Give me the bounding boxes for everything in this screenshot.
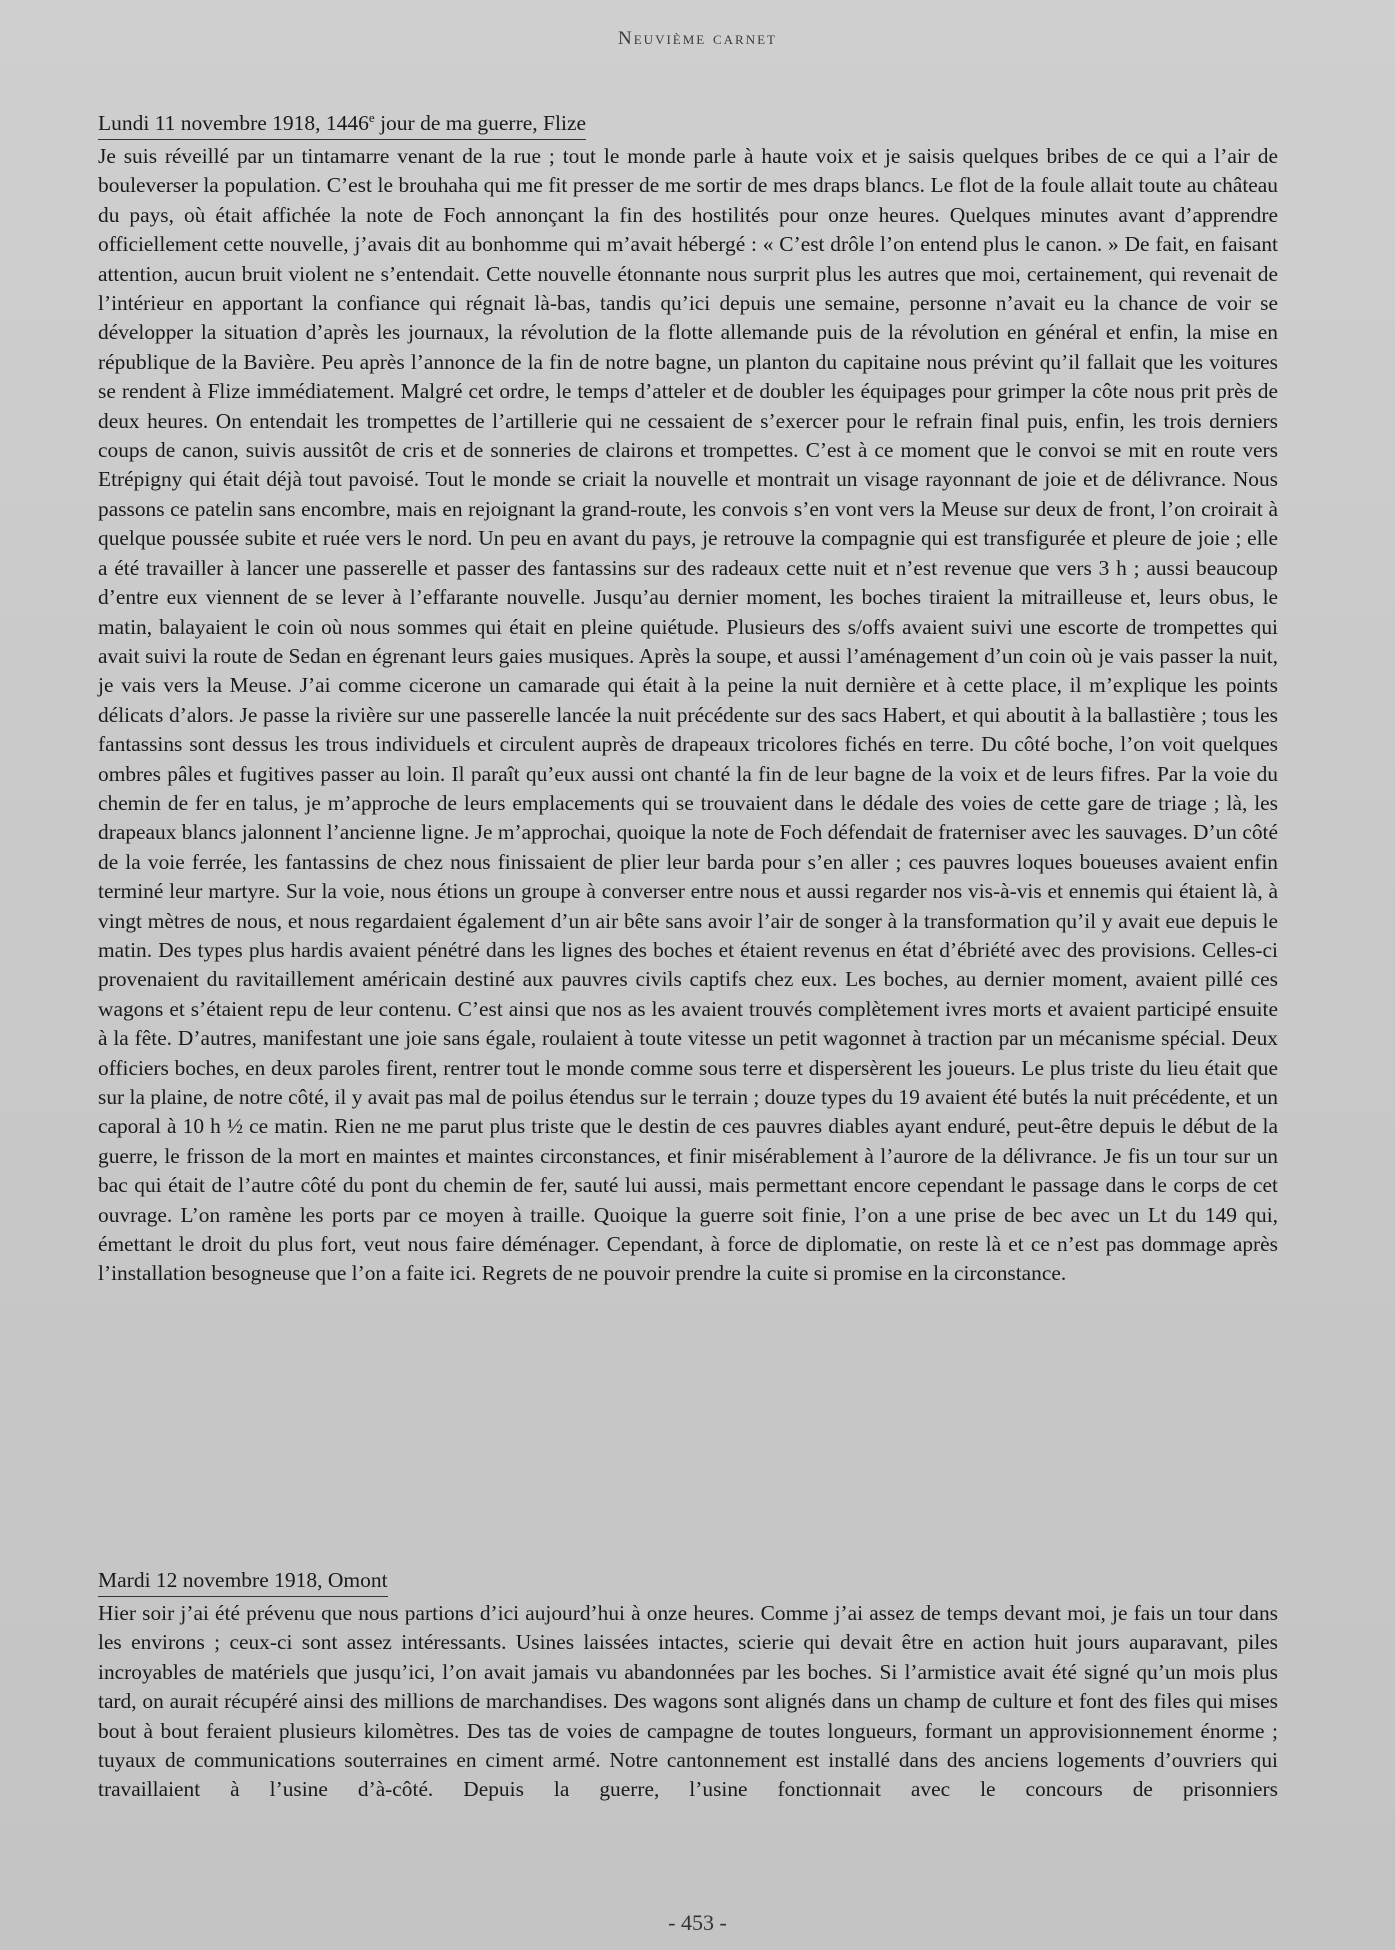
diary-entry: [98, 1565, 1278, 1805]
entry-body: Hier soir j’ai été prévenu que nous partions d’ici aujourd’hui à onze heures. Comme j’ai assez de temps devant moi, je fais un tour dans les environs ; ceux-ci sont assez intéressants. Usines laissées intactes, scierie qui devait être en action huit jours auparavant, piles incroyables de matériels que jusqu’ici, l’on avait jamais vu abandonnées par les boches. Si l’armistice avait été signé qu’un mois plus tard, on aurait récupéré ainsi des millions de marchandises. Des wagons sont alignés dans un champ de culture et font des files qui mises bout à bout feraient plusieurs kilomètres. Des tas de voies de campagne de toutes longueurs, formant un approvisionnement énorme ; tuyaux de communications souterraines en ciment armé. Notre cantonnement est installé dans des anciens logements d’ouvriers qui travaillaient à l’usine d’à-côté. Depuis la guerre, l’usine fonctionnait avec le concours de prisonniers: [98, 1601, 1278, 1802]
page-number: - 453 -: [668, 1910, 727, 1935]
entry-heading: [98, 1565, 388, 1597]
ordinal-suffix: e: [368, 109, 375, 125]
entry-heading: [98, 108, 586, 140]
running-head: Neuvième carnet: [618, 28, 777, 49]
entry-body: Je suis réveillé par un tintamarre venant de la rue ; tout le monde parle à haute voix et je saisis quelques bribes de ce qui a l’air de bouleverser la population. C’est le brouhaha qui me fit presser de me sortir de mes draps blancs. Le flot de la foule allait toute au château du pays, où était affichée la note de Foch annonçant la fin des hostilités pour onze heures. Quelques minutes avant d’apprendre officiellement cette nouvelle, j’avais dit au bonhomme qui m’avait hébergé : « C’est drôle l’on entend plus le canon. » De fait, en faisant attention, aucun bruit violent ne s’entendait. Cette nouvelle étonnante nous surprit plus les autres que moi, certainement, qui revenait de l’intérieur en apportant la confiance qui régnait là-bas, tandis qu’ici depuis une semaine, personne n’avait eu la chance de voir se développer la situation d’après les journaux, la révolution de la flotte allemande puis de la révolution en général et enfin, la mise en république de la Bavière. Peu après l’annonce de la fin de notre bagne, un planton du capitaine nous prévint qu’il fallait que les voitures se rendent à Flize immédiatement. Malgré cet ordre, le temps d’atteler et de doubler les équipages pour grimper la côte nous prit près de deux heures. On entendait les trompettes de l’artillerie qui ne cessaient de s’exercer pour le refrain final puis, enfin, les trois derniers coups de canon, suivis aussitôt de cris et de sonneries de clairons et trompettes. C’est à ce moment que le convoi se mit en route vers Etrépigny qui était déjà tout pavoisé. Tout le monde se criait la nouvelle et montrait un visage rayonnant de joie et de délivrance. Nous passons ce patelin sans encombre, mais en rejoignant la grand-route, les convois s’en vont vers la Meuse sur deux de front, l’on croirait à quelque poussée subite et ruée vers le nord. Un peu en avant du pays, je retrouve la compagnie qui est transfigurée et pleure de joie ; elle a été travailler à lancer une passerelle et passer des fantassins sur des radeaux cette nuit et n’est revenue que vers 3 h ; aussi beaucoup d’entre eux viennent de se lever à l’effarante nouvelle. Jusqu’au dernier moment, les boches tiraient la mitrailleuse et, leurs obus, le matin, balayaient le coin où nous sommes qui était en pleine quiétude. Plusieurs des s/offs avaient suivi une escorte de trompettes qui avait suivi la route de Sedan en égrenant leurs gaies musiques. Après la soupe, et aussi l’aménagement d’un coin où je vais passer la nuit, je vais vers la Meuse. J’ai comme cicerone un camarade qui était à la peine la nuit dernière et à cette place, il m’explique les points délicats d’alors. Je passe la rivière sur une passerelle lancée la nuit précédente sur des sacs Habert, et qui aboutit à la ballastière ; tous les fantassins sont dessus les trous individuels et circulent auprès de drapeaux tricolores fichés en terre. Du côté boche, l’on voit quelques ombres pâles et fugitives passer au loin. Il paraît qu’eux aussi ont chanté la fin de leur bagne de la voix et de leurs fifres. Par la voie du chemin de fer en talus, je m’approche de leurs emplacements qui se trouvaient dans le dédale des voies de cette gare de triage ; là, les drapeaux blancs jalonnent l’ancienne ligne. Je m’approchai, quoique la note de Foch défendait de fraterniser avec les sauvages. D’un côté de la voie ferrée, les fantassins de chez nous finissaient de plier leur barda pour s’en aller ; ces pauvres loques boueuses avaient enfin terminé leur martyre. Sur la voie, nous étions un groupe à converser entre nous et aussi regarder nos vis-à-vis et ennemis qui étaient là, à vingt mètres de nous, et nous regardaient également d’un air bête sans avoir l’air de songer à la transformation qu’il y avait eue depuis le matin. Des types plus hardis avaient pénétré dans les lignes des boches et étaient revenus en état d’ébriété avec des provisions. Celles-ci provenaient du ravitaillement américain destiné aux pauvres civils captifs chez eux. Les boches, au dernier moment, avaient pillé ces wagons et s’étaient repu de leur contenu. C’est ainsi que nos as les avaient trouvés complètement ivres morts et avaient participé ensuite à la fête. D’autres, manifestant une joie sans égale, roulaient à toute vitesse un petit wagonnet à traction par un mécanisme spécial. Deux officiers boches, en deux paroles firent, rentrer tout le monde comme sous terre et dispersèrent les joueurs. Le plus triste du lieu était que sur la plaine, de notre côté, il y avait pas mal de poilus étendus sur le terrain ; douze types du 19 avaient été butés la nuit précédente, et un caporal à 10 h ½ ce matin. Rien ne me parut plus triste que le destin de ces pauvres diables ayant enduré, peut-être depuis le début de la guerre, le frisson de la mort en maintes et maintes circonstances, et finir misérablement à l’aurore de la délivrance. Je fis un tour sur un bac qui était de l’autre côté du pont du chemin de fer, sauté lui aussi, mais permettant encore cependant le passage dans le corps de cet ouvrage. L’on ramène les ports par ce moyen à traille. Quoique la guerre soit finie, l’on a une prise de bec avec un Lt du 149 qui, émettant le droit du plus fort, veut nous faire déménager. Cependant, à force de diplomatie, on reste là et ce n’est pas dommage après l’installation besogneuse que l’on a faite ici. Regrets de ne pouvoir prendre la cuite si promise en la circonstance.: [98, 144, 1278, 1286]
entry-location: jour de ma guerre, Flize: [374, 111, 587, 135]
entry-date: Lundi 11 novembre 1918, 1446: [98, 111, 369, 135]
diary-entry: [98, 108, 1278, 1289]
entry-date: Mardi 12 novembre 1918, Omont: [98, 1568, 388, 1592]
